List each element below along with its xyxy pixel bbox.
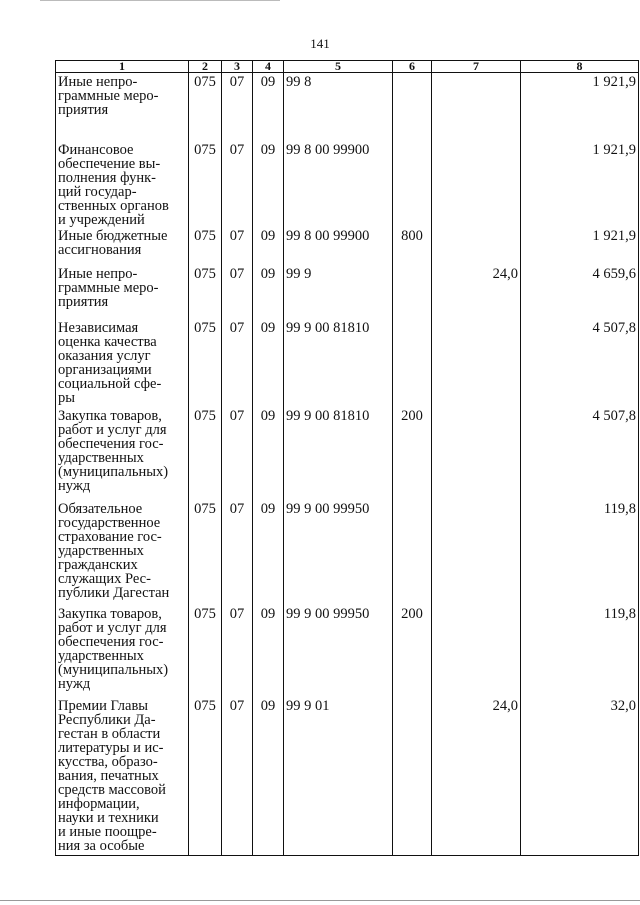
row-target-article [284,265,393,319]
row-expense-type [393,407,432,500]
row-target-article [284,319,393,407]
row-target-article [284,73,393,142]
row-subsection-code-2 [253,407,284,500]
row-subsection-code [222,500,253,605]
row-target-article [284,141,393,227]
row-section-code [189,265,222,319]
row-subsection-code [222,73,253,142]
table-header-row [56,61,639,73]
row-amount-7 [432,73,521,142]
row-amount-7 [432,500,521,605]
row-target-article-text: 99 8 00 99900 [286,142,370,158]
row-target-article-text: 99 8 [286,74,312,90]
row-target-article-text: 99 8 00 99900 [286,228,370,244]
row-subsection-code-2-text: 09 [260,320,276,336]
row-expense-type [393,697,432,856]
row-section-code-text: 075 [194,606,216,622]
row-amount-8 [521,227,639,265]
row-subsection-code-2-text: 09 [260,266,276,282]
row-subsection-code [222,265,253,319]
row-expense-type [393,319,432,407]
row-amount-7-text [434,500,518,502]
table-row [56,319,639,407]
row-subsection-code [222,141,253,227]
row-name-text: Закупка товаров, работ и услуг для обеспечения гос- ударственных (муниципальных) нужд [58,408,169,494]
row-section-code [189,227,222,265]
row-expense-type [393,265,432,319]
header-col-4: 4 [253,61,284,73]
row-expense-type-text [395,697,429,699]
row-amount-7-text [434,407,518,409]
row-section-code [189,141,222,227]
row-expense-type-text [395,73,429,75]
row-subsection-code [222,605,253,697]
row-subsection-code-text: 07 [229,408,245,424]
row-name [56,697,189,856]
row-amount-7-text [434,605,518,607]
row-target-article-text: 99 9 00 99950 [286,606,370,622]
row-name [56,265,189,319]
row-amount-8-text: 119,8 [603,606,636,622]
row-name [56,407,189,500]
row-target-article [284,605,393,697]
row-subsection-code-text: 07 [229,228,245,244]
row-expense-type-text: 800 [401,228,423,244]
row-subsection-code [222,697,253,856]
header-col-1: 1 [56,61,189,73]
row-name [56,73,189,142]
row-expense-type [393,73,432,142]
page-number: 141 [310,36,330,51]
table-row [56,265,639,319]
row-amount-7-text: 24,0 [492,266,518,282]
table-row [56,605,639,697]
scan-bottom-edge [0,900,640,901]
row-subsection-code-text: 07 [229,320,245,336]
row-expense-type-text: 200 [401,408,423,424]
row-amount-8 [521,605,639,697]
row-subsection-code-2 [253,265,284,319]
row-section-code-text: 075 [194,74,216,90]
header-col-7: 7 [432,61,521,73]
header-col-3: 3 [222,61,253,73]
row-amount-7-text [434,141,518,143]
budget-table [55,60,639,856]
row-amount-7 [432,227,521,265]
header-col-6: 6 [393,61,432,73]
row-subsection-code-2 [253,605,284,697]
row-amount-8 [521,73,639,142]
row-name-text: Независимая оценка качества оказания услуг организациями социальной сфе- ры [58,320,162,406]
row-name-text: Премии Главы Республики Да- гестан в области литературы и ис- кусства, образо- вания, печатных средств массовой информации, науки и техники и иные поощре- ния за особые [58,698,166,854]
row-section-code [189,319,222,407]
header-col-5: 5 [284,61,393,73]
scan-edge-line [40,0,280,1]
row-subsection-code-2-text: 09 [260,698,276,714]
row-section-code [189,407,222,500]
row-subsection-code-2 [253,697,284,856]
row-amount-8-text: 1 921,9 [592,228,636,244]
row-name-text: Обязательное государственное страхование гос- ударственных гражданских служащих Рес- публики Дагестан [58,501,170,601]
row-amount-8 [521,697,639,856]
row-section-code-text: 075 [194,698,216,714]
row-expense-type [393,500,432,605]
row-subsection-code-2-text: 09 [260,74,276,90]
table-body [56,73,639,856]
row-amount-8 [521,500,639,605]
header-col-8: 8 [521,61,639,73]
row-subsection-code-text: 07 [229,698,245,714]
row-subsection-code [222,407,253,500]
row-section-code-text: 075 [194,266,216,282]
row-subsection-code-text: 07 [229,501,245,517]
row-amount-8-text: 119,8 [603,501,636,517]
row-subsection-code-2-text: 09 [260,408,276,424]
header-col-2: 2 [189,61,222,73]
row-target-article-text: 99 9 01 [286,698,330,714]
row-expense-type-text [395,265,429,267]
row-section-code-text: 075 [194,228,216,244]
row-name [56,605,189,697]
row-target-article [284,227,393,265]
row-subsection-code-text: 07 [229,606,245,622]
row-subsection-code-text: 07 [229,142,245,158]
row-target-article [284,407,393,500]
row-expense-type-text: 200 [401,606,423,622]
row-subsection-code [222,319,253,407]
row-subsection-code-2 [253,73,284,142]
row-subsection-code-2 [253,319,284,407]
row-subsection-code-2-text: 09 [260,142,276,158]
table-row [56,227,639,265]
table-row [56,73,639,142]
row-section-code [189,500,222,605]
row-amount-8 [521,141,639,227]
row-name-text: Иные непро- граммные меро- приятия [58,266,159,310]
row-expense-type [393,227,432,265]
row-section-code [189,697,222,856]
row-name-text: Иные бюджетные ассигнования [58,228,168,258]
table-row [56,141,639,227]
row-amount-7-text [434,319,518,321]
row-expense-type [393,605,432,697]
row-expense-type-text [395,500,429,502]
row-amount-7 [432,407,521,500]
row-amount-7-text [434,73,518,75]
row-section-code-text: 075 [194,142,216,158]
row-target-article [284,697,393,856]
row-target-article-text: 99 9 [286,266,312,282]
row-name [56,141,189,227]
row-amount-8-text: 1 921,9 [592,74,636,90]
row-name [56,500,189,605]
row-name [56,319,189,407]
row-name-text: Закупка товаров, работ и услуг для обеспечения гос- ударственных (муниципальных) нужд [58,606,169,692]
row-target-article [284,500,393,605]
row-amount-7 [432,697,521,856]
row-subsection-code [222,227,253,265]
row-amount-8 [521,319,639,407]
row-amount-7-text: 24,0 [492,698,518,714]
row-amount-8-text: 32,0 [610,698,636,714]
row-target-article-text: 99 9 00 99950 [286,501,370,517]
row-subsection-code-2 [253,227,284,265]
table-row [56,697,639,856]
row-section-code-text: 075 [194,408,216,424]
row-expense-type [393,141,432,227]
row-amount-8 [521,407,639,500]
row-amount-8 [521,265,639,319]
row-section-code-text: 075 [194,501,216,517]
row-section-code-text: 075 [194,320,216,336]
row-amount-8-text: 4 659,6 [592,266,636,282]
row-name-text: Иные непро- граммные меро- приятия [58,74,159,118]
row-amount-7 [432,141,521,227]
row-section-code [189,605,222,697]
row-expense-type-text [395,319,429,321]
row-amount-7 [432,265,521,319]
row-expense-type-text [395,141,429,143]
row-subsection-code-2-text: 09 [260,228,276,244]
table-row [56,407,639,500]
row-subsection-code-2 [253,141,284,227]
row-subsection-code-2-text: 09 [260,606,276,622]
row-subsection-code-2-text: 09 [260,501,276,517]
row-section-code [189,73,222,142]
row-target-article-text: 99 9 00 81810 [286,320,370,336]
row-name-text: Финансовое обеспечение вы- полнения функ- ций государ- ственных органов и учреждений [58,142,169,228]
table-row [56,500,639,605]
row-amount-7-text [434,227,518,229]
row-name [56,227,189,265]
row-target-article-text: 99 9 00 81810 [286,408,370,424]
row-subsection-code-2 [253,500,284,605]
row-amount-7 [432,605,521,697]
row-amount-8-text: 4 507,8 [592,408,636,424]
row-subsection-code-text: 07 [229,74,245,90]
row-amount-8-text: 4 507,8 [592,320,636,336]
row-amount-7 [432,319,521,407]
row-subsection-code-text: 07 [229,266,245,282]
row-amount-8-text: 1 921,9 [592,142,636,158]
